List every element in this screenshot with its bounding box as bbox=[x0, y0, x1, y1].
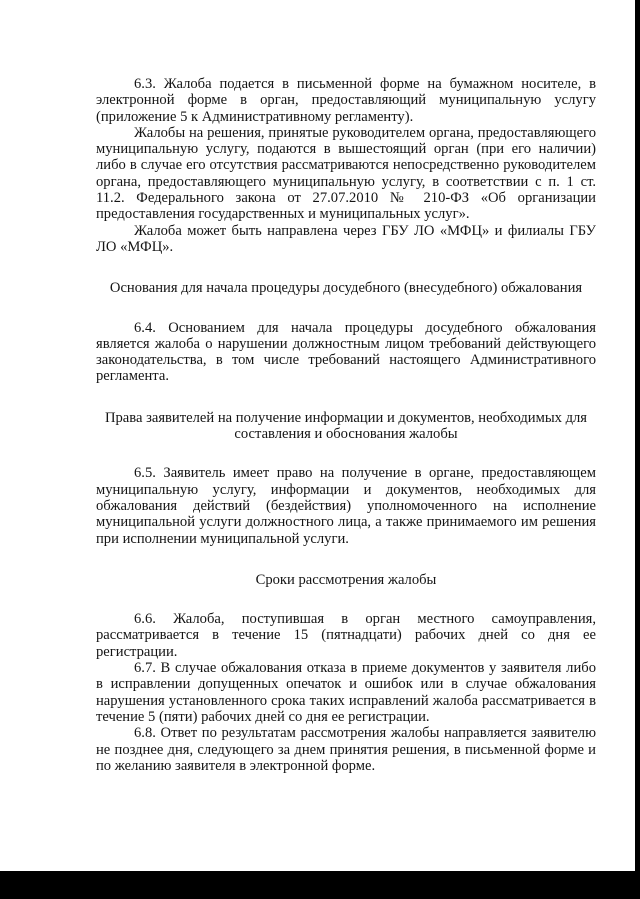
section-heading-rights: Права заявителей на получение информации и документов, необходимых для составления и обоснования жалобы bbox=[104, 409, 588, 443]
paragraph-6-6: 6.6. Жалоба, поступившая в орган местного самоуправления, рассматривается в течение 15 (пятнадцати) рабочих дней со дня ее регистрации. bbox=[96, 611, 596, 660]
paragraph-6-3: 6.3. Жалоба подается в письменной форме на бумажном носителе, в электронной форме в орган, предоставляющий муниципальную услугу (приложение 5 к Административному регламенту). bbox=[96, 76, 596, 125]
paragraph-6-7: 6.7. В случае обжалования отказа в приеме документов у заявителя либо в исправлении допущенных опечаток и ошибок или в случае обжалования нарушения установленного срока таких исправлений жалоба рассматривается в течение 5 (пяти) рабочих дней со дня ее регистрации. bbox=[96, 660, 596, 725]
paragraph-6-5: 6.5. Заявитель имеет право на получение в органе, предоставляющем муниципальную услугу, информации и документов, необходимых для обжалования действий (бездействия) уполномоченного на исполнение муниципальной услуги должностного лица, а также принимаемого им решения при исполнении муниципальной услуги. bbox=[96, 465, 596, 547]
scan-border-right bbox=[635, 0, 640, 899]
paragraph-6-4: 6.4. Основанием для начала процедуры досудебного обжалования является жалоба о нарушении должностным лицом требований действующего законодательства, в том числе требований настоящего Административного регламента. bbox=[96, 319, 596, 385]
document-body bbox=[96, 76, 596, 774]
paragraph-6-3-mfc: Жалоба может быть направлена через ГБУ ЛО «МФЦ» и филиалы ГБУ ЛО «МФЦ». bbox=[96, 222, 596, 255]
paragraph-6-8: 6.8. Ответ по результатам рассмотрения жалобы направляется заявителю не позднее дня, следующего за днем принятия решения, в письменной форме и по желанию заявителя в электронной форме. bbox=[96, 725, 596, 774]
paragraph-6-3-appeal-route: Жалобы на решения, принятые руководителем органа, предоставляющего муниципальную услугу, подаются в вышестоящий орган (при его наличии) либо в случае его отсутствия рассматриваются непосредственно руководителем органа, предоставляющего муниципальную услугу, в соответствии с п. 1 ст. 11.2. Федерального закона от 27.07.2010 № 210-ФЗ «Об организации предоставления государственных и муниципальных услуг». bbox=[96, 124, 596, 223]
section-heading-deadlines: Сроки рассмотрения жалобы bbox=[255, 571, 437, 588]
section-heading-grounds: Основания для начала процедуры досудебного (внесудебного) обжалования bbox=[109, 280, 583, 297]
scan-border-bottom bbox=[0, 871, 640, 899]
